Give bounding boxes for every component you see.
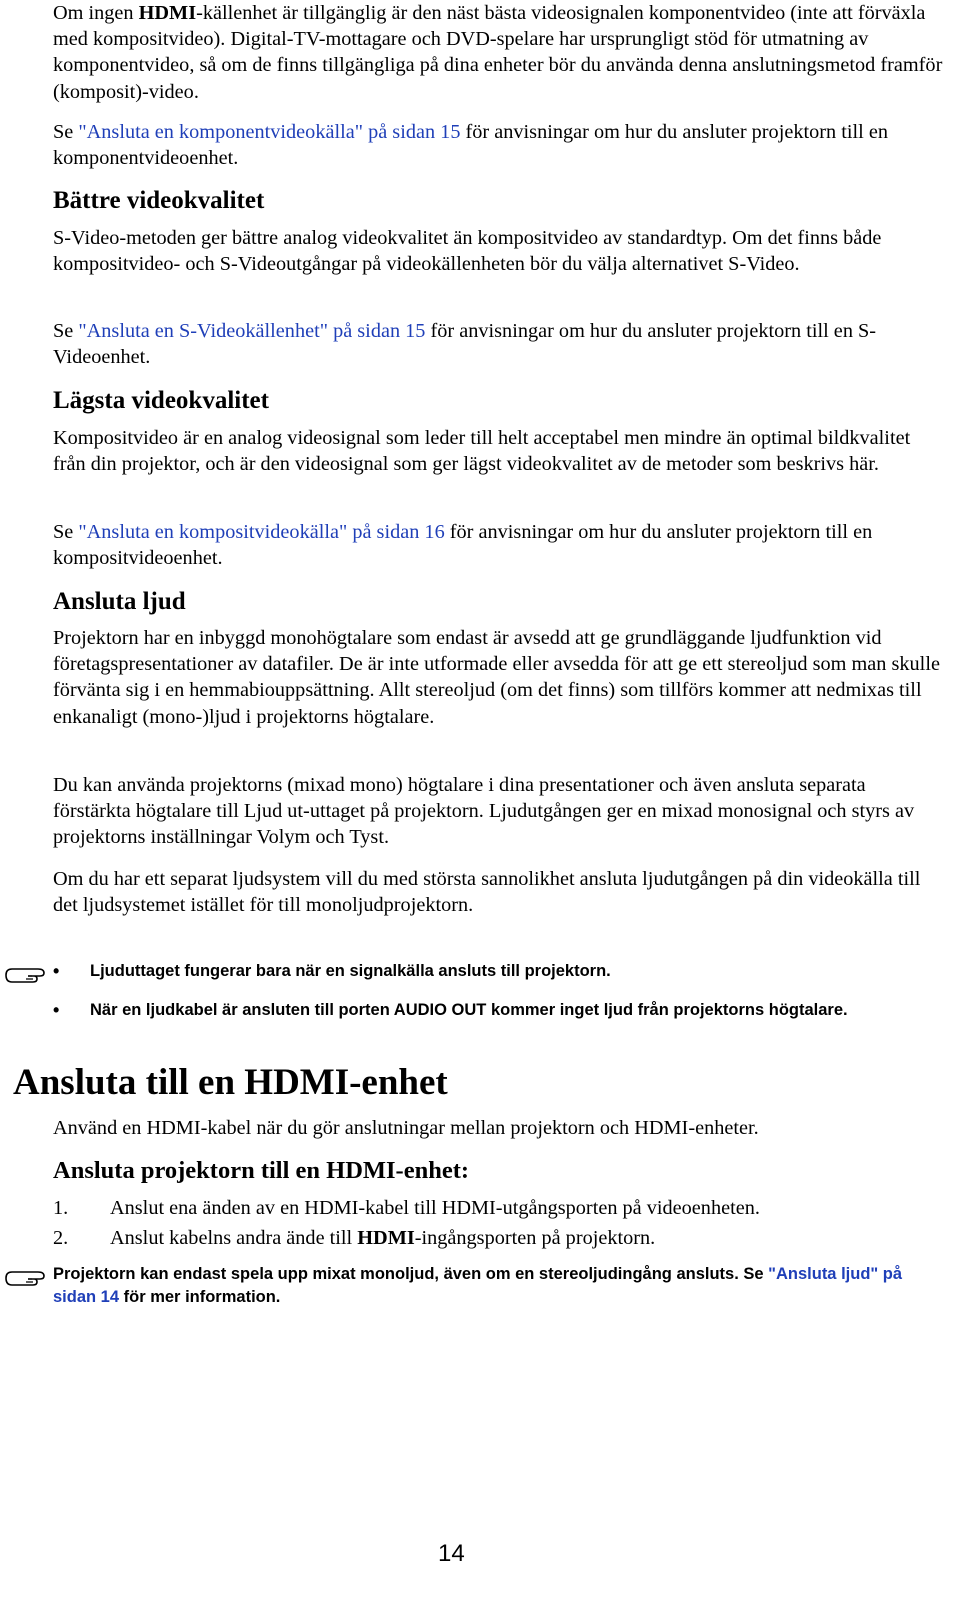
paragraph-svideo: S-Video-metoden ger bättre analog videokvalitet än kompositvideo av standardtyp. Om det finns både kompositvideo- och S-Videoutgångar på videokällenheten bör du välja alternativet S-Video. (53, 227, 882, 276)
text-span: Om ingen (53, 2, 139, 24)
bold-hdmi: HDMI (357, 1227, 415, 1249)
text-span: -källenhet är tillgänglig är den näst bästa videosignalen komponentvideo (inte att förväxla med kompositvideo). Digital-TV-mottagare och DVD-spelare har ursprungligt stöd för utmatning av komponentvideo, så om de finns tillgängliga på dina enheter bör du använda denna anslutningsmetod framför (komposit)-video. (53, 2, 943, 103)
paragraph-audio-2: Du kan använda projektorns (mixad mono) högtalare i dina presentationer och även ansluta separata förstärkta högtalare till Ljud ut-uttaget på projektorn. Ljudutgången ger en mixad monosignal och styrs av projektorns inställningar Volym och Tyst. (53, 774, 915, 849)
note-hand-icon (4, 961, 48, 983)
note-mono-audio (53, 1263, 943, 1309)
paragraph-audio-1: Projektorn har en inbyggd monohögtalare som endast är avsedd att ge grundläggande ljudfunktion vid företagspresentationer av datafiler. De är inte utformade eller avsedda för att ge ett stereoljud som man skulle förvänta sig i en hemmabiouppsättning. Allt stereoljud (om det finns) som tillförs kommer att nedmixas till enkanaligt (mono-)ljud i projektorns högtalare. (53, 627, 940, 728)
page-number: 14 (438, 1540, 465, 1567)
paragraph-component-ref (53, 119, 945, 171)
text-span: -ingångsporten på projektorn. (414, 1227, 656, 1249)
paragraph-composite: Kompositvideo är en analog videosignal som leder till helt acceptabel men mindre än optimal bildkvalitet från din projektor, och är den videosignal som ger lägst videokvalitet av de metoder som beskrivs här. (53, 427, 911, 476)
text-span: för anvisningar om hur du ansluter projektorn till en komponentvideoenhet. (53, 121, 888, 170)
text-span: för anvisningar om hur du ansluter projektorn till en kompositvideoenhet. (53, 521, 873, 570)
paragraph-svideo-ref (53, 318, 945, 370)
text-span: för mer information. (119, 1288, 281, 1306)
heading-better-video: Bättre videokvalitet (53, 187, 265, 214)
link-connect-audio[interactable]: "Ansluta ljud" på sidan 14 (53, 1265, 903, 1306)
step-number-1: 1. (53, 1197, 69, 1219)
note-item-2: När en ljudkabel är ansluten till porten AUDIO OUT kommer inget ljud från projektorns högtalare. (90, 1001, 848, 1019)
text-span: Se (53, 121, 79, 143)
text-span: Projektorn kan endast spela upp mixat monoljud, även om en stereoljudingång ansluts. Se (53, 1265, 769, 1283)
heading-hdmi-steps: Ansluta projektorn till en HDMI-enhet: (53, 1157, 470, 1184)
bold-hdmi: HDMI (138, 2, 197, 24)
step-2 (110, 1225, 655, 1251)
text-span: Anslut kabelns andra ände till (110, 1227, 358, 1249)
paragraph-audio-3: Om du har ett separat ljudsystem vill du med största sannolikhet ansluta ljudutgången på din videokälla till det ljudsystemet istället för till monoljudprojektorn. (53, 868, 921, 917)
text-span: för anvisningar om hur du ansluter projektorn till en S-Videoenhet. (53, 320, 877, 369)
link-component-source[interactable]: "Ansluta en komponentvideokälla" på sidan 15 (78, 121, 461, 143)
step-number-2: 2. (53, 1227, 69, 1249)
link-svideo-source[interactable]: "Ansluta en S-Videokällenhet" på sidan 15 (78, 320, 426, 342)
text-span: Anslut ena änden av en HDMI-kabel till HDMI-utgångsporten på videoenheten. (110, 1197, 760, 1219)
text-span: Se (53, 521, 79, 543)
text-span: Se (53, 320, 79, 342)
heading-lowest-video: Lägsta videokvalitet (53, 387, 269, 414)
bullet: • (53, 1000, 60, 1020)
link-composite-source[interactable]: "Ansluta en kompositvideokälla" på sidan 16 (78, 521, 445, 543)
bullet: • (53, 961, 60, 981)
paragraph-composite-ref (53, 519, 945, 571)
paragraph-hdmi-intro (53, 0, 945, 105)
paragraph-hdmi-use: Använd en HDMI-kabel när du gör anslutningar mellan projektorn och HDMI-enheter. (53, 1117, 759, 1139)
step-1 (110, 1195, 760, 1221)
heading-connect-audio: Ansluta ljud (53, 588, 186, 615)
note-hand-icon (4, 1264, 48, 1286)
note-item-1: Ljuduttaget fungerar bara när en signalkälla ansluts till projektorn. (90, 962, 611, 980)
heading-hdmi-device: Ansluta till en HDMI-enhet (13, 1062, 448, 1103)
